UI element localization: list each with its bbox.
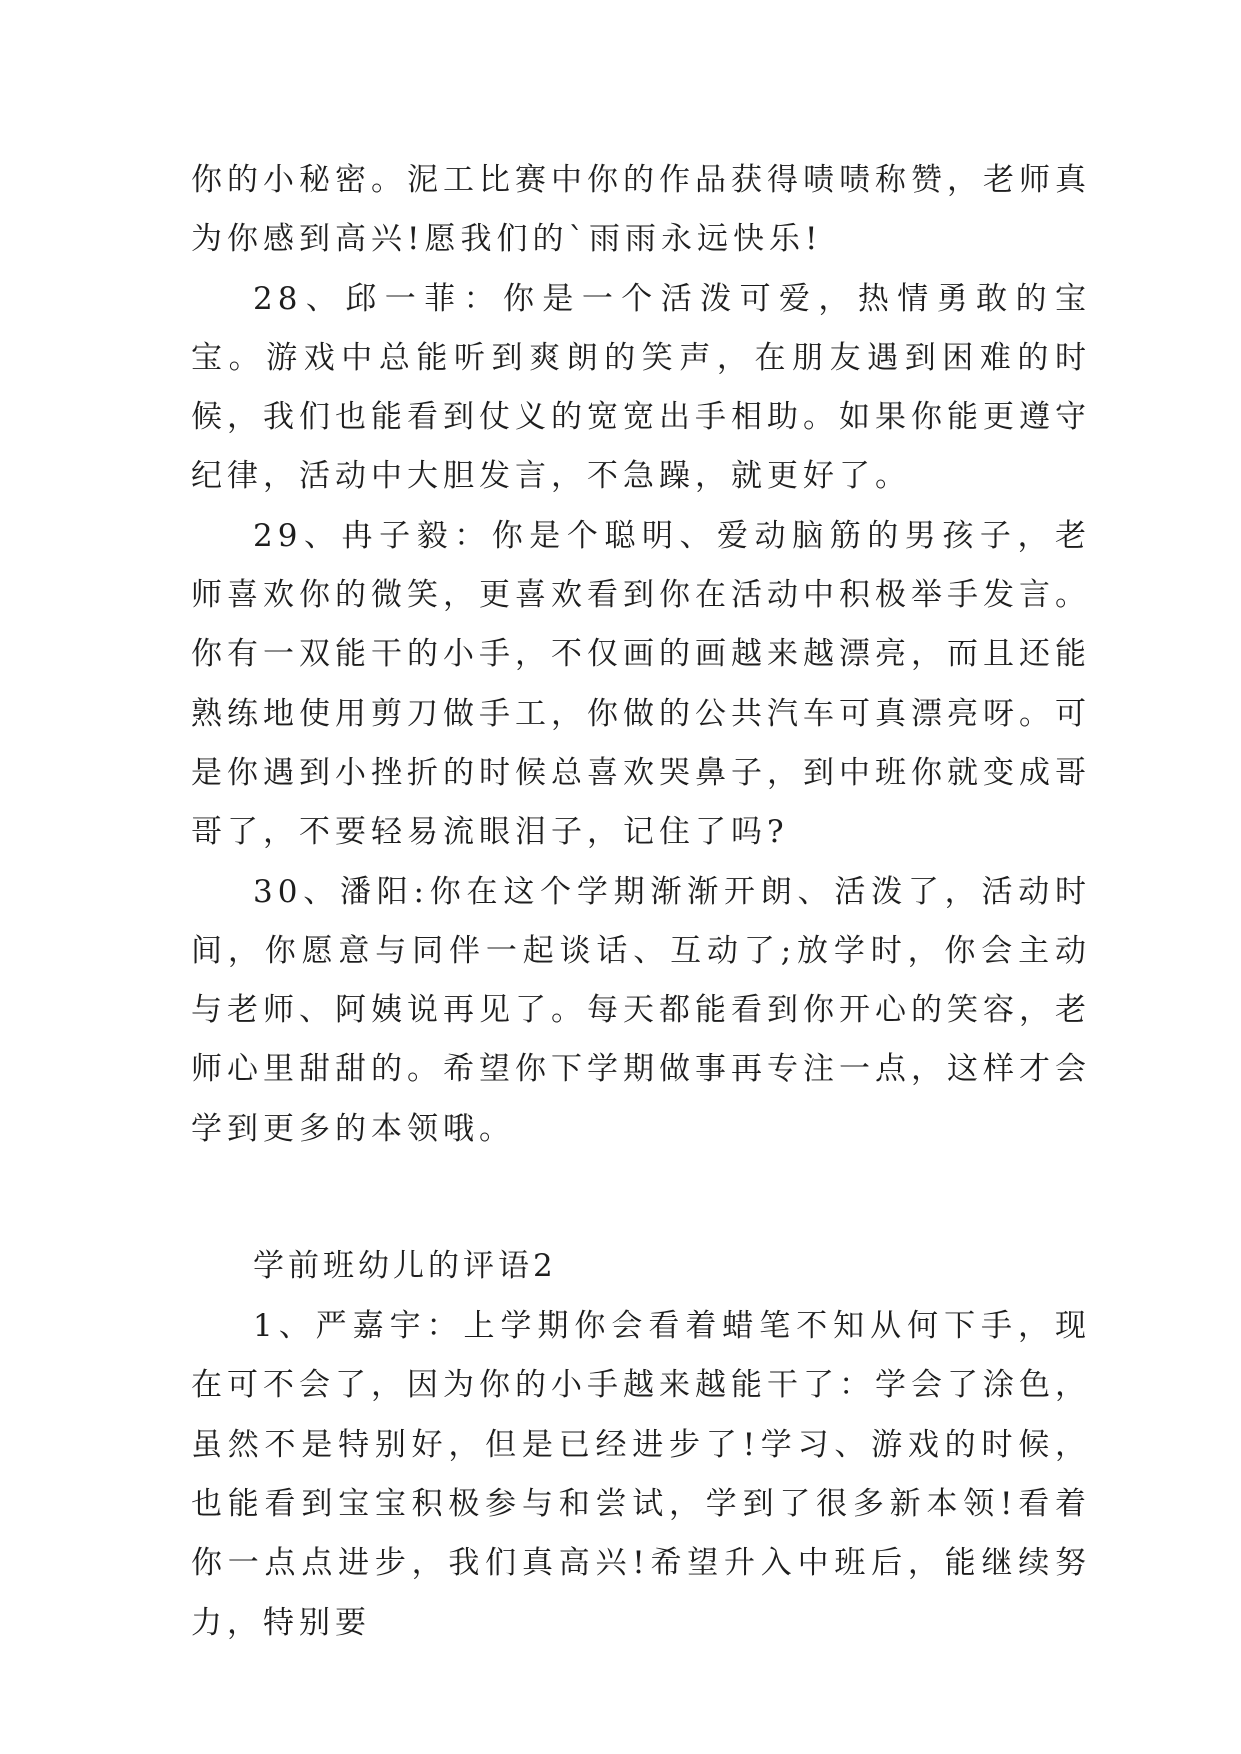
paragraph-comment-1: 1、严嘉宇：上学期你会看着蜡笔不知从何下手，现在可不会了，因为你的小手越来越能干了：学会了涂色，虽然不是特别好，但是已经进步了!学习、游戏的时候，也能看到宝宝积极参与和尝试，学到了很多新本领!看着你一点点进步，我们真高兴!希望升入中班后，能继续努力，特别要: [191, 1308, 1091, 1641]
paragraph-comment-29: 29、冉子毅：你是个聪明、爱动脑筋的男孩子，老师喜欢你的微笑，更喜欢看到你在活动中积极举手发言。你有一双能干的小手，不仅画的画越来越漂亮，而且还能熟练地使用剪刀做手工，你做的公共汽车可真漂亮呀。可是你遇到小挫折的时候总喜欢哭鼻子，到中班你就变成哥哥了，不要轻易流眼泪子，记住了吗?: [191, 517, 1091, 851]
paragraph-comment-30: 30、潘阳:你在这个学期渐渐开朗、活泼了，活动时间，你愿意与同伴一起谈话、互动了;放学时，你会主动与老师、阿姨说再见了。每天都能看到你开心的笑容，老师心里甜甜的。希望你下学期做事再专注一点，这样才会学到更多的本领哦。: [191, 873, 1091, 1147]
section-heading: 学前班幼儿的评语2: [253, 1248, 557, 1285]
section-spacer: [191, 1159, 1091, 1235]
paragraph-continued: 你的小秘密。泥工比赛中你的作品获得啧啧称赞，老师真为你感到高兴!愿我们的`雨雨永远快乐!: [191, 162, 1091, 258]
paragraph-comment-28: 28、邱一菲：你是一个活泼可爱，热情勇敢的宝宝。游戏中总能听到爽朗的笑声，在朋友遇到困难的时候，我们也能看到仗义的宽宽出手相助。如果你能更遵守纪律，活动中大胆发言，不急躁，就更好了。: [191, 280, 1091, 495]
document-body: [191, 151, 1091, 1653]
